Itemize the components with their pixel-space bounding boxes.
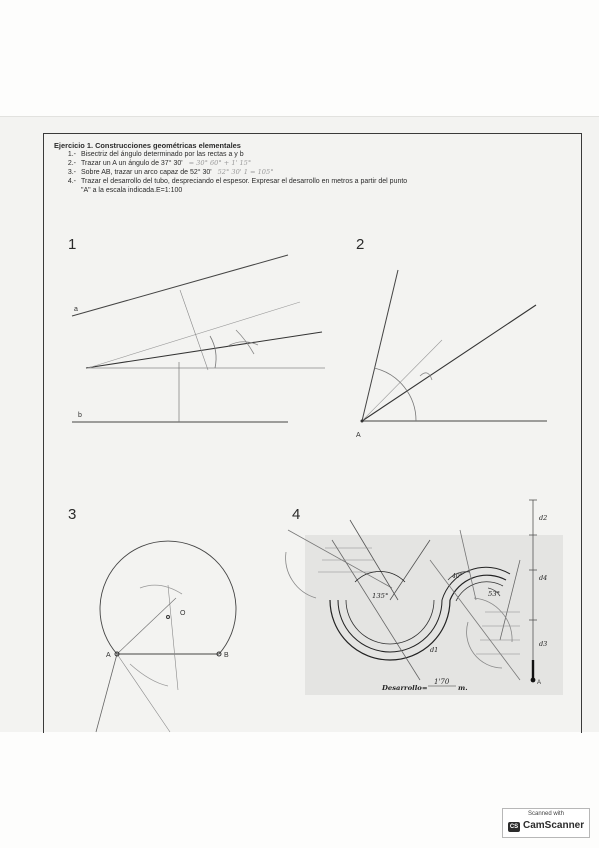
desarrollo-label: Desarrollo=	[382, 684, 428, 692]
panel3-drawing	[96, 541, 236, 732]
side-line	[362, 270, 398, 421]
item-number: 4.-	[67, 178, 76, 185]
label-A: A	[106, 652, 111, 659]
perpendicular	[180, 290, 208, 370]
d3-label: d3	[539, 640, 548, 648]
item-4-continuation: "A" a la escala indicada.E=1:100	[81, 187, 183, 194]
item-text: Bisectriz del ángulo determinado por las rectas a y b	[81, 151, 244, 158]
line-a	[72, 255, 288, 316]
angle-40-label: 40°	[452, 573, 463, 580]
d2-label: d2	[539, 514, 548, 522]
arc	[374, 368, 416, 421]
arc	[210, 336, 216, 368]
bisector-line	[86, 332, 322, 368]
point-A	[531, 678, 536, 683]
label-a: a	[74, 306, 78, 313]
arc	[474, 598, 512, 642]
d1-label: d1	[430, 646, 439, 654]
item-text: Trazar un A un ángulo de 37° 30'	[81, 160, 183, 167]
arc	[467, 622, 502, 668]
panel1-drawing	[72, 255, 325, 422]
panel-number-1: 1	[68, 236, 77, 253]
construction-line	[288, 530, 392, 588]
construction-line	[88, 302, 300, 368]
panel-number-3: 3	[68, 506, 77, 523]
panel2-drawing	[362, 270, 547, 421]
construction-line	[362, 340, 442, 421]
item-number: 1.-	[67, 151, 76, 158]
item-number: 3.-	[67, 169, 76, 176]
item-text: Trazar el desarrollo del tubo, despreciando el espesor. Expresar el desarrollo en metros a partir del punto	[81, 178, 408, 185]
camscanner-watermark	[502, 808, 590, 838]
label-b: b	[78, 412, 82, 419]
arco-capaz	[100, 541, 236, 654]
construction-line	[117, 598, 176, 654]
exercise-title: Ejercicio 1. Construcciones geométricas elementales	[54, 141, 241, 150]
label-A: A	[356, 432, 361, 439]
construction-line	[500, 560, 520, 640]
tube-arc-left-inner2	[346, 600, 434, 644]
arc	[130, 664, 168, 686]
desarrollo-unit: m.	[458, 684, 468, 692]
angle-arc	[355, 571, 405, 582]
angle-53-label: 53°	[488, 590, 501, 598]
point-A	[361, 420, 364, 423]
item-text: Sobre AB, trazar un arco capaz de 52° 30'	[81, 169, 212, 176]
label-O: O	[180, 610, 186, 617]
desarrollo-value: 1'70	[434, 678, 450, 686]
construction-line	[117, 654, 170, 732]
camscanner-logo-icon: CS	[509, 824, 519, 830]
handwritten-note: 52° 30' 1 = 105°	[217, 168, 274, 176]
camscanner-name: CamScanner	[523, 820, 585, 831]
angle-135-label: 135°	[372, 592, 389, 600]
panel-number-2: 2	[356, 236, 365, 253]
label-A: A	[537, 680, 542, 686]
panel-number-4: 4	[292, 506, 301, 523]
scanned-with-text: Scanned with	[527, 811, 565, 817]
radius-line	[390, 540, 430, 600]
arc	[286, 552, 316, 598]
d4-label: d4	[539, 574, 548, 582]
item-number: 2.-	[67, 160, 76, 167]
construction-line	[460, 530, 476, 600]
label-B: B	[224, 652, 229, 659]
point-O	[167, 616, 170, 619]
handwritten-note: = 30° 60° + 1' 15°	[188, 159, 252, 167]
angle-line	[362, 305, 536, 421]
tangent-line	[96, 654, 117, 732]
construction-line	[430, 560, 520, 680]
arc	[140, 585, 182, 594]
